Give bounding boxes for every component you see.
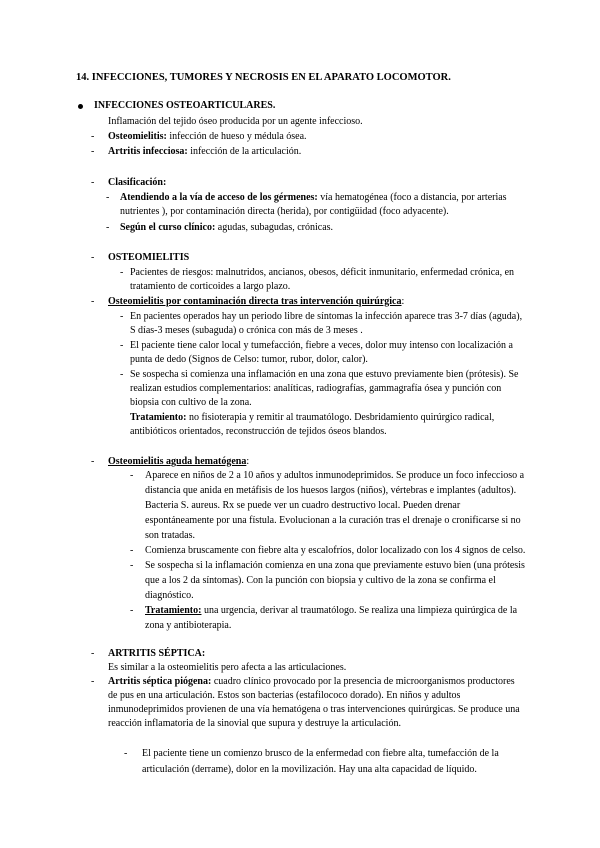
- list-item-continuation: punta de dedo (Signos de Celso: tumor, rubor, dolor, calor).: [130, 354, 368, 365]
- dash-marker: -: [91, 177, 95, 188]
- dash-marker: -: [106, 192, 110, 203]
- list-item: El paciente tiene calor local y tumefacción, fiebre a veces, dolor muy intenso con localización a: [130, 340, 513, 351]
- section-heading-infecciones: INFECCIONES OSTEOARTICULARES.: [94, 100, 276, 111]
- list-item: Se sospecha si la inflamación comienza en una zona que previamente estuvo bien (una prótesis: [145, 560, 525, 571]
- definition-text: agudas, subagudas, crónicas.: [215, 222, 334, 233]
- heading-clasificacion: Clasificación:: [108, 177, 167, 188]
- dash-marker: -: [91, 676, 95, 687]
- list-item-continuation: que a los 2 da síntomas). Con la punción con biopsia y cultivo de la zona se confirma el: [145, 575, 496, 586]
- dash-marker: -: [130, 545, 134, 556]
- term-tratamiento: Tratamiento:: [145, 605, 202, 616]
- treatment-line: [145, 604, 517, 617]
- dash-marker: -: [120, 311, 124, 322]
- definition-text: cuadro clínico provocado por la presencia de microorganismos productores: [211, 676, 515, 687]
- list-item: Se sospecha si comienza una inflamación en una zona que estuvo previamente bien (prótesis). Se: [130, 369, 519, 380]
- term-tratamiento: Tratamiento:: [130, 412, 187, 423]
- definition-text: una urgencia, derivar al traumatólogo. Se realiza una limpieza quirúrgica de la: [201, 605, 518, 616]
- dash-marker: -: [91, 296, 95, 307]
- heading-hematogena: [108, 455, 249, 468]
- colon: :: [401, 296, 405, 307]
- dash-marker: -: [124, 748, 128, 759]
- dash-marker: -: [91, 131, 95, 142]
- list-item-continuation: articulación (derrame), dolor en la movilización. Hay una alta capacidad de líquido.: [142, 764, 477, 775]
- term-hematogena: Osteomielitis aguda hematógena: [108, 456, 247, 467]
- treatment-line: [130, 411, 494, 424]
- dash-marker: -: [130, 605, 134, 616]
- section-intro: Es similar a la osteomielitis pero afecta a las articulaciones.: [108, 662, 347, 673]
- list-item: [108, 145, 301, 158]
- list-item: [108, 130, 307, 143]
- term-artritis-infecciosa: Artritis infecciosa:: [108, 146, 188, 157]
- heading-contaminacion: [108, 295, 404, 308]
- term-via-acceso: Atendiendo a la vía de acceso de los gérmenes:: [120, 192, 318, 203]
- list-item: En pacientes operados hay un periodo libre de síntomas la infección aparece tras 3-7 días (aguda),: [130, 311, 523, 322]
- list-item-continuation: inmunodeprimidos provienen de una vía hematógena o tras intervenciones quirúrgicas. Se produce una: [108, 704, 520, 715]
- definition-text: infección de hueso y médula ósea.: [166, 131, 307, 142]
- list-item: [120, 221, 333, 234]
- definition-text: infección de la articulación.: [187, 146, 302, 157]
- definition-text: no fisioterapia y remitir al traumatólogo. Desbridamiento quirúrgico radical,: [186, 412, 495, 423]
- term-artritis-piogena: Artritis séptica piógena:: [108, 676, 212, 687]
- list-item-continuation: de pus en una articulación. Estos son bacterias (estafilococo dorado). En niños y adultos: [108, 690, 461, 701]
- list-item: Comienza bruscamente con fiebre alta y escalofríos, dolor localizado con los 4 signos de celso.: [145, 545, 526, 556]
- treatment-continuation: zona y antibioterapia.: [145, 620, 232, 631]
- list-item-continuation: Bacteria S. aureus. Rx se puede ver un cuadro destructivo local. Pueden drenar: [145, 500, 461, 511]
- bullet-icon: [78, 104, 83, 109]
- list-item: [120, 191, 507, 204]
- term-curso-clinico: Según el curso clínico:: [120, 222, 216, 233]
- term-osteomielitis: Osteomielitis:: [108, 131, 167, 142]
- list-item-continuation: distancia que anida en metáfisis de los huesos largos (niños), vértebras e implantes (adultos).: [145, 485, 517, 496]
- dash-marker: -: [91, 146, 95, 157]
- dash-marker: -: [120, 267, 124, 278]
- colon: :: [246, 456, 250, 467]
- list-item: Aparece en niños de 2 a 10 años y adultos inmunodeprimidos. Se produce un foco infeccioso a: [145, 470, 525, 481]
- list-item-continuation: tratamiento de corticoides a largo plazo.: [130, 281, 291, 292]
- list-item: [108, 675, 515, 688]
- dash-marker: -: [130, 560, 134, 571]
- list-item: Pacientes de riesgos: malnutridos, ancianos, obesos, déficit inmunitario, enfermedad crónica, en: [130, 267, 515, 278]
- list-item-continuation: diagnóstico.: [145, 590, 194, 601]
- list-item-continuation: espontáneamente por una fístula. Evolucionan a la curación tras el drenaje o cronificarse si no: [145, 515, 521, 526]
- heading-artritis-septica: ARTRITIS SÉPTICA:: [108, 648, 206, 659]
- list-item-continuation: son tratadas.: [145, 530, 195, 541]
- dash-marker: -: [91, 252, 95, 263]
- dash-marker: -: [106, 222, 110, 233]
- list-item-continuation: biopsia con cultivo de la zona.: [130, 397, 252, 408]
- dash-marker: -: [120, 369, 124, 380]
- list-item-continuation: realizan estudios complementarios: analíticas, radiografías, gammagrafía ósea y punción con: [130, 383, 502, 394]
- heading-osteomielitis: OSTEOMIELITIS: [108, 252, 190, 263]
- list-item: El paciente tiene un comienzo brusco de la enfermedad con fiebre alta, tumefacción de la: [142, 748, 499, 759]
- treatment-continuation: antibióticos orientados, reconstrucción de tejidos óseos blandos.: [130, 426, 387, 437]
- dash-marker: -: [91, 648, 95, 659]
- definition-text: vía hematogénea (foco a distancia, por arterias: [317, 192, 507, 203]
- dash-marker: -: [91, 456, 95, 467]
- section-intro: Inflamación del tejido óseo producida por un agente infeccioso.: [108, 116, 363, 127]
- page-title: 14. INFECCIONES, TUMORES Y NECROSIS EN EL APARATO LOCOMOTOR.: [76, 72, 451, 83]
- dash-marker: -: [130, 470, 134, 481]
- list-item-continuation: nutrientes ), por contaminación directa (herida), por contigüidad (foco adyacente).: [120, 206, 449, 217]
- list-item-continuation: S días-3 meses (subaguda) o crónica con más de 3 meses .: [130, 325, 363, 336]
- term-contaminacion-directa: Osteomielitis por contaminación directa tras intervención quirúrgica: [108, 296, 402, 307]
- list-item-continuation: reacción inflamatoria de la sinovial que supura y destruye la articulación.: [108, 718, 401, 729]
- dash-marker: -: [120, 340, 124, 351]
